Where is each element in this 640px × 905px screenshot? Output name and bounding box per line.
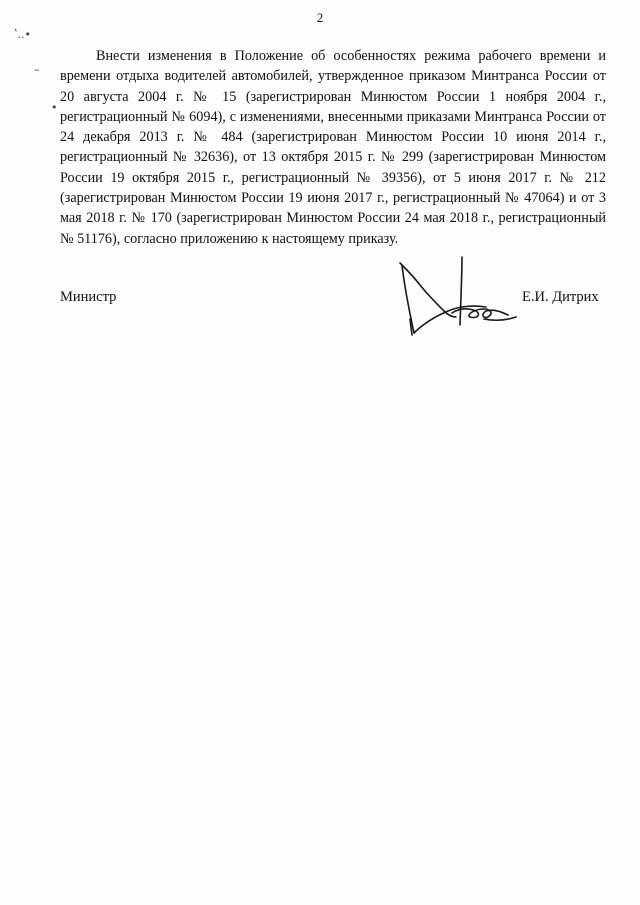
- margin-mark: –: [34, 63, 40, 76]
- margin-mark: ʽ..•: [14, 28, 31, 41]
- handwritten-signature: [390, 255, 525, 340]
- signatory-title: Министр: [60, 289, 117, 305]
- document-body-paragraph: Внести изменения в Положение об особенностях режима рабочего времени и времени отдыха водителей автомобилей, утвержденное приказом Минтранса России от 20 августа 2004 г. № 15 (зарегистрирован Минюстом России 1 ноября 2004 г., регистрационный № 6094), с изменениями, внесенными приказами Минтранса России от 24 декабря 2013 г. № 484 (зарегистрирован Минюстом России 10 июня 2014 г., регистрационный № 32636), от 13 октября 2015 г. № 299 (зарегистрирован Минюстом России 19 октября 2015 г., регистрационный № 39356), от 5 июня 2017 г. № 212 (зарегистрирован Минюстом России 19 июня 2017 г., регистрационный № 47064) и от 3 мая 2018 г. № 170 (зарегистрирован Минюстом России 24 мая 2018 г., регистрационный № 51176), согласно приложению к настоящему приказу.: [60, 48, 606, 247]
- page-number: 2: [316, 10, 324, 25]
- margin-mark: •: [51, 101, 58, 114]
- signatory-name: Е.И. Дитрих: [522, 289, 599, 305]
